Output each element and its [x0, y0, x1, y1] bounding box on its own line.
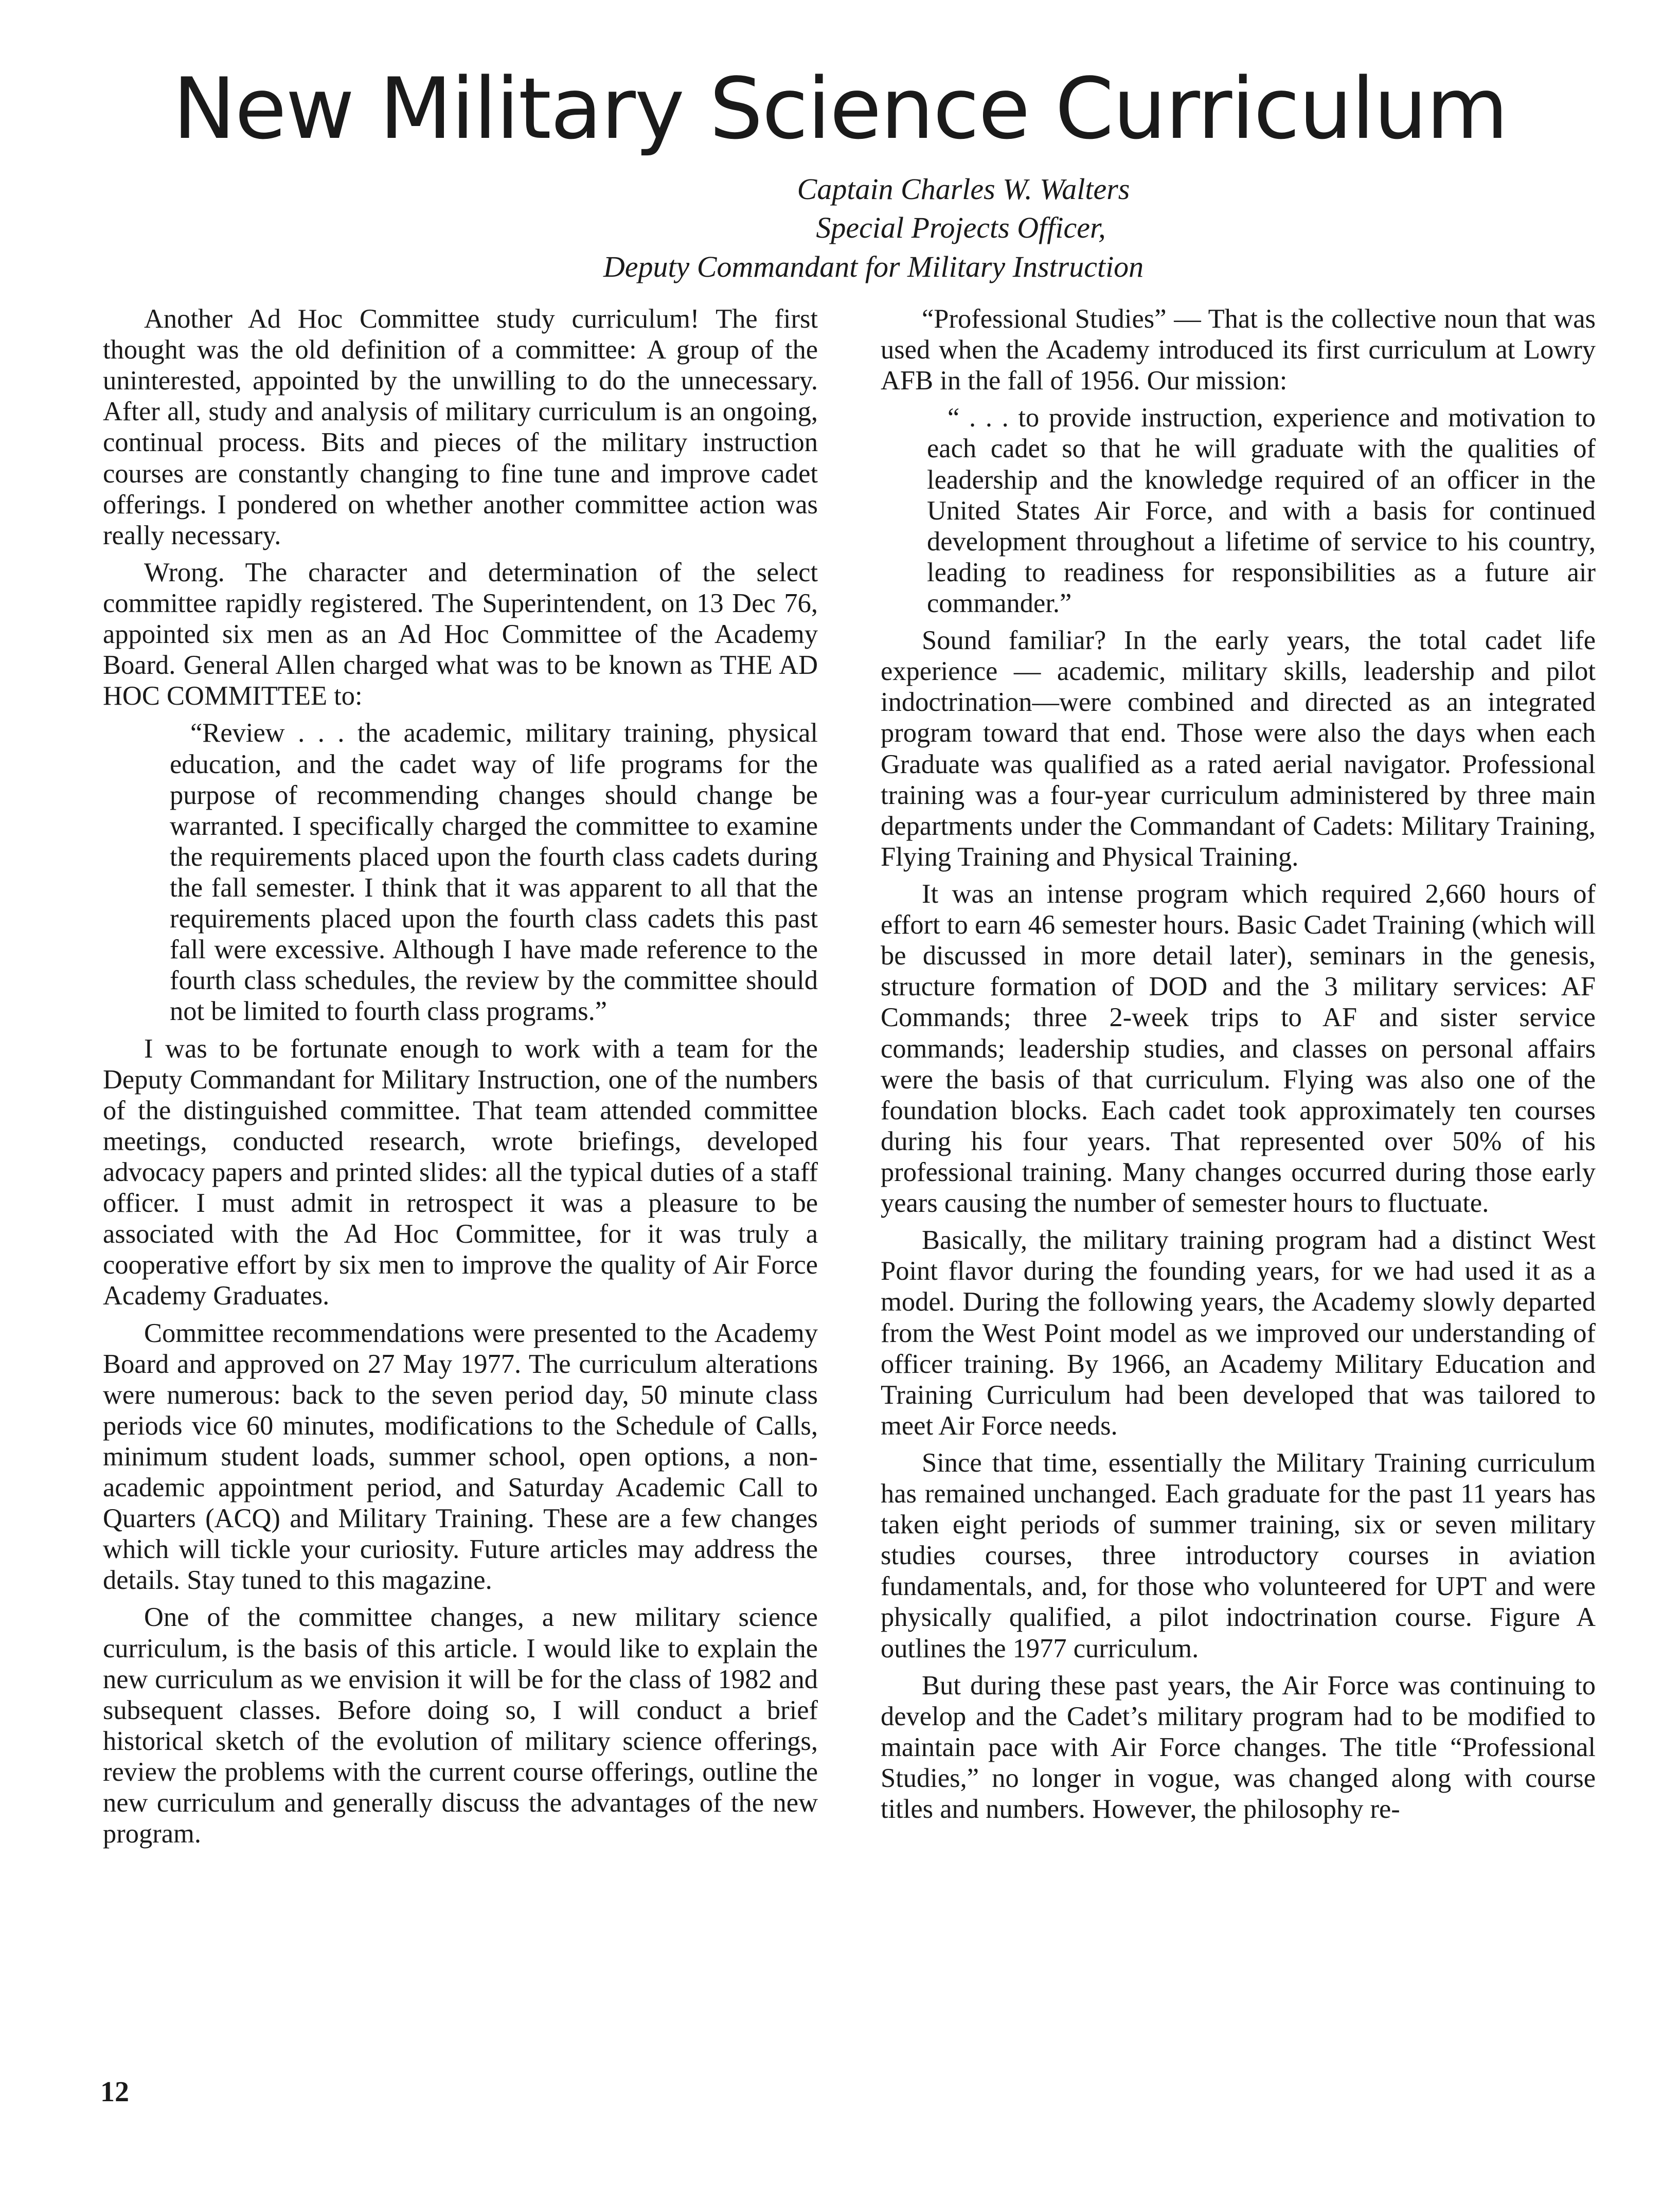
block-quote: “ . . . to provide instruction, experience and motivation to each cadet so that he will graduate with the qualities of leadership and the knowledge required of an officer in the United States Air Force, and with a basis for continued development throughout a lifetime of service to his country, leading to readiness for responsibilities as a future air commander.” — [927, 403, 1596, 618]
block-quote: “Review . . . the academic, military training, physical education, and the cadet way of life programs for the purpose of recommending changes should change be warranted. I specifically charged the committee to examine the requirements placed upon the fourth class cadets during the fall semester. I think that it was apparent to all that the requirements placed upon the fourth class cadets this past fall were excessive. Although I have made reference to the fourth class schedules, the review by the committee should not be limited to fourth class programs.” — [170, 718, 818, 1027]
author-name: Captain Charles W. Walters — [797, 172, 1130, 206]
paragraph: Basically, the military training program had a distinct West Point flavor during the founding years, for we had used it as a model. During the following years, the Academy slowly departed from the West Point model as we improved our understanding of officer training. By 1966, an Academy Military Education and Training Curriculum had been developed that was tailored to meet Air Force needs. — [881, 1225, 1596, 1441]
paragraph: Sound familiar? In the early years, the total cadet life experience — academic, military skills, leadership and pilot indoctrination—were combined and directed as an integrated program toward that end. Those were also the days when each Graduate was qualified as a rated aerial navigator. Professional training was a four-year curriculum administered by three main departments under the Commandant of Cadets: Military Training, Flying Training and Physical Training. — [881, 625, 1596, 872]
paragraph: Wrong. The character and determination of the select committee rapidly registered. The Superintendent, on 13 Dec 76, appointed six men as an Ad Hoc Committee of the Academy Board. General Allen charged what was to be known as THE AD HOC COMMITTEE to: — [103, 557, 818, 711]
paragraph: “Professional Studies” — That is the collective noun that was used when the Academy introduced its first curriculum at Lowry AFB in the fall of 1956. Our mission: — [881, 304, 1596, 396]
paragraph: I was to be fortunate enough to work with a team for the Deputy Commandant for Military Instruction, one of the numbers of the distinguished committee. That team attended committee meetings, conducted research, wrote briefings, developed advocacy papers and printed slides: all the typical duties of a staff officer. I must admit in retrospect it was a pleasure to be associated with the Ad Hoc Committee, for it was truly a cooperative effort by six men to improve the quality of Air Force Academy Graduates. — [103, 1033, 818, 1311]
author-position: Special Projects Officer, — [816, 211, 1106, 245]
right-column — [881, 303, 1596, 2068]
paragraph: It was an intense program which required 2,660 hours of effort to earn 46 semester hours. Basic Cadet Training (which will be discussed in more detail later), seminars in the genesis, structure formation of DOD and the 3 military services: AF Commands; three 2-week trips to AF and sister service commands; leadership studies, and classes on personal affairs were the basis of that curriculum. Flying was also one of the foundation blocks. Each cadet took approximately ten courses during his four years. That represented over 50% of his professional training. Many changes occurred during those early years causing the number of semester hours to fluctuate. — [881, 879, 1596, 1219]
paragraph: Another Ad Hoc Committee study curriculum! The first thought was the old definition of a committee: A group of the uninterested, appointed by the unwilling to do the unnecessary. After all, study and analysis of military curriculum is an ongoing, continual process. Bits and pieces of the military instruction courses are constantly changing to fine tune and improve cadet offerings. I pondered on whether another committee action was really necessary. — [103, 304, 818, 550]
page-number: 12 — [100, 2076, 129, 2108]
paragraph: Committee recommendations were presented to the Academy Board and approved on 27 May 1977. The curriculum alterations were numerous: back to the seven period day, 50 minute class periods vice 60 minutes, modifications to the Schedule of Calls, minimum student loads, summer school, open options, a non-academic appointment period, and Saturday Academic Call to Quarters (ACQ) and Military Training. These are a few changes which will tickle your curiosity. Future articles may address the details. Stay tuned to this magazine. — [103, 1318, 818, 1596]
byline — [0, 170, 1680, 286]
left-column — [103, 303, 818, 2068]
paragraph: Since that time, essentially the Military Training curriculum has remained unchanged. Each graduate for the past 11 years has taken eight periods of summer training, six or seven military studies courses, three introductory courses in aviation fundamentals, and, for those who volunteered for UPT and were physically qualified, a pilot indoctrination course. Figure A outlines the 1977 curriculum. — [881, 1447, 1596, 1663]
article-title: New Military Science Curriculum — [172, 60, 1508, 158]
paragraph: But during these past years, the Air Force was continuing to develop and the Cadet’s military program had to be modified to maintain pace with Air Force changes. The title “Professional Studies,” no longer in vogue, was changed along with course titles and numbers. However, the philosophy re- — [881, 1670, 1596, 1824]
author-office: Deputy Commandant for Military Instruction — [603, 249, 1144, 283]
paragraph: One of the committee changes, a new military science curriculum, is the basis of this article. I would like to explain the new curriculum as we envision it will be for the class of 1982 and subsequent classes. Before doing so, I will conduct a brief historical sketch of the evolution of military science offerings, review the problems with the current course offerings, outline the new curriculum and generally discuss the advantages of the new program. — [103, 1602, 818, 1849]
